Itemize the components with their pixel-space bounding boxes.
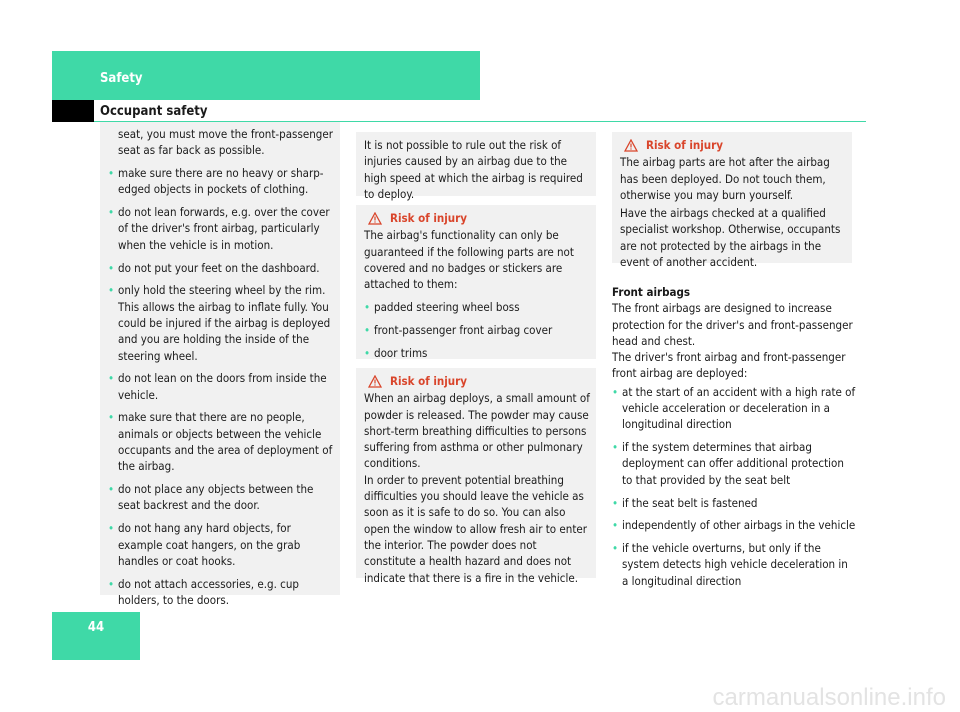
list-item: • do not hang any hard objects, for example coat hangers, on the grab handles or coat hooks. — [108, 521, 301, 568]
warning-title: Risk of injury — [646, 138, 724, 152]
warning-heading — [368, 373, 590, 389]
list-item: • if the seat belt is fastened — [612, 495, 758, 510]
warning-title: Risk of injury — [390, 211, 468, 225]
warning-text: Have the airbags checked at a qualified specialist workshop. Otherwise, occupants are not protected by the airbags in the event of another accident. — [620, 206, 841, 270]
watermark: carmanualsonline.info — [712, 683, 946, 711]
bullet-icon: • — [612, 518, 619, 533]
bullet-icon: • — [108, 482, 115, 497]
warning-text: When an airbag deploys, a small amount of powder is released. The powder may cause short-term breathing difficulties to persons suffering from asthma or other pulmonary conditions. — [364, 391, 590, 471]
list-item: • front-passenger front airbag cover — [364, 322, 553, 337]
list-item: • if the vehicle overturns, but only if the system detects high vehicle deceleration in a longitudinal direction — [612, 541, 848, 588]
bullet-icon: • — [108, 410, 115, 425]
section-heading: Front airbags — [612, 285, 691, 299]
bullet-icon: • — [612, 541, 619, 556]
body-text: The front airbags are designed to increase protection for the driver's and front-passenger head and chest. — [612, 301, 853, 348]
page-number-box — [52, 612, 140, 660]
bullet-icon: • — [108, 205, 115, 220]
bullet-icon: • — [108, 166, 115, 181]
list-item: • do not put your feet on the dashboard. — [108, 260, 320, 275]
bullet-icon: • — [612, 384, 619, 399]
bullet-icon: • — [108, 521, 115, 536]
bullet-icon: • — [108, 260, 115, 275]
list-item: • do not lean forwards, e.g. over the cover of the driver's front airbag, particularly when the vehicle is in motion. — [108, 205, 330, 252]
list-item: • make sure that there are no people, animals or objects between the vehicle occupants and the area of deployment of the airbag. — [108, 410, 333, 474]
body-text: The driver's front airbag and front-passenger front airbag are deployed: — [612, 350, 846, 381]
section-title: Safety — [100, 71, 143, 86]
bullet-icon: • — [364, 299, 371, 314]
bullet-icon: • — [612, 495, 619, 510]
instructions-panel — [100, 122, 340, 607]
list-item: • make sure there are no heavy or sharp-edged objects in pockets of clothing. — [108, 166, 324, 197]
bullet-icon: • — [108, 576, 115, 591]
warning-panel-coverings — [356, 205, 596, 359]
list-item: • independently of other airbags in the vehicle — [612, 518, 856, 533]
list-item: • do not lean on the doors from inside the vehicle. — [108, 371, 327, 402]
header-marker — [52, 100, 94, 122]
list-item: • do not attach accessories, e.g. cup holders, to the doors. — [108, 576, 299, 607]
bullet-icon: • — [364, 345, 371, 360]
bullet-icon: • — [612, 440, 619, 455]
warning-triangle-icon — [624, 139, 638, 152]
warning-panel-hot-parts — [612, 132, 852, 270]
intro-text: It is not possible to rule out the risk of injuries caused by an airbag due to the high speed at which the airbag is required to deploy. — [364, 138, 583, 201]
warning-heading — [368, 210, 590, 226]
list-item: • at the start of an accident with a high rate of vehicle acceleration or deceleration in a longitudinal direction — [612, 384, 856, 432]
warning-panel-powder — [356, 368, 596, 585]
warning-text: The airbag's functionality can only be guaranteed if the following parts are not covered and no badges or stickers are attached to them: — [364, 228, 574, 292]
deployment-list — [612, 384, 856, 589]
warning-text: In order to prevent potential breathing difficulties you should leave the vehicle as soon as it is safe to do so. You can also open the window to allow fresh air to enter the interior. The powder does not constitute a health hazard and does not indicate that there is a fire in the vehicle. — [364, 472, 588, 585]
list-item: • padded steering wheel boss — [364, 299, 520, 314]
list-item: • if the system determines that airbag deployment can offer additional protection to that provided by the seat belt — [612, 440, 844, 487]
page-number: 44 — [87, 620, 105, 635]
list-item: • door trims — [364, 345, 428, 360]
continued-text: seat, you must move the front-passenger seat as far back as possible. — [118, 127, 333, 158]
warning-heading — [624, 137, 846, 153]
warning-text: The airbag parts are hot after the airbag has been deployed. Do not touch them, otherwise you may burn yourself. — [620, 155, 830, 202]
list-item: • only hold the steering wheel by the rim. This allows the airbag to inflate fully. You could be injured if the airbag is deployed and you are holding the inside of the steering wheel. — [108, 283, 331, 363]
section-tab — [52, 51, 480, 100]
front-airbags-section — [612, 284, 856, 596]
bullet-icon: • — [108, 283, 115, 298]
list-item: • do not place any objects between the seat backrest and the door. — [108, 482, 314, 513]
page-title: Occupant safety — [100, 104, 208, 119]
intro-panel — [356, 132, 596, 201]
parts-list — [364, 299, 590, 361]
warning-triangle-icon — [368, 212, 382, 225]
warning-title: Risk of injury — [390, 374, 468, 388]
warning-triangle-icon — [368, 375, 382, 388]
bullet-icon: • — [108, 371, 115, 386]
instruction-list — [108, 165, 334, 608]
bullet-icon: • — [364, 322, 371, 337]
